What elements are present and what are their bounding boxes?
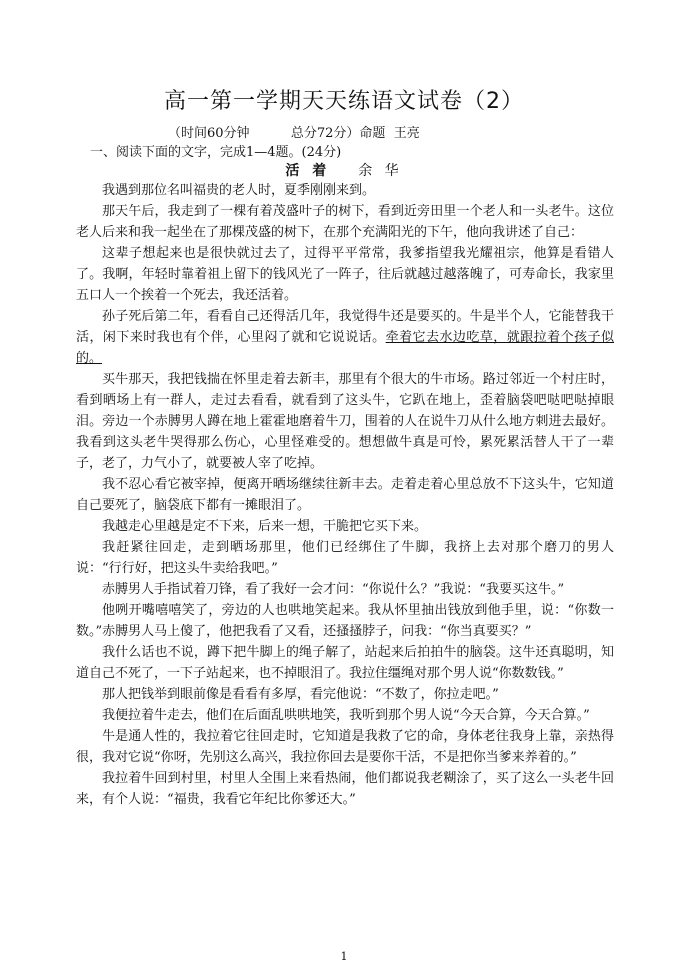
section-heading: 一、阅读下面的文字，完成1—4题。(24分): [90, 145, 342, 160]
page-title: 高一第一学期天天练语文试卷（2）: [164, 89, 524, 114]
paragraph: 那天午后，我走到了一棵有着茂盛叶子的树下，看到近旁田里一个老人和一头老牛。这位老人后来和我一起坐在了那棵茂盛的树下，在那个充满阳光的下午，他向我讲述了自己：: [76, 204, 614, 240]
text-title: 活 着: [285, 163, 331, 179]
paragraph: 我遇到那位名叫福贵的老人时，夏季刚刚来到。: [102, 183, 376, 198]
page-number: 1: [340, 950, 348, 963]
exam-meta: [168, 122, 420, 141]
paragraph: 我不忍心看它被宰掉，便离开晒场继续往新丰去。走着走着心里总放不下这头牛，它知道自己要死了，脑袋底下都有一摊眼泪了。: [76, 477, 614, 513]
paragraph: 我赶紧往回走，走到晒场那里，他们已经绑住了牛脚，我挤上去对那个磨刀的男人说：“行行好，把这头牛卖给我吧。”: [76, 540, 614, 576]
paragraph: 我拉着牛回到村里，村里人全围上来看热闹，他们都说我老糊涂了，买了这么一头老牛回来，有个人说：“福贵，我看它年纪比你爹还大。”: [76, 771, 614, 807]
paragraph: 这辈子想起来也是很快就过去了，过得平平常常，我爹指望我光耀祖宗，他算是看错人了。我啊，年轻时靠着祖上留下的钱风光了一阵子，往后就越过越落魄了，可寿命长，我家里五口人一个挨着一个死去，我还活着。: [76, 246, 614, 303]
paragraph: 买牛那天，我把钱揣在怀里走着去新丰，那里有个很大的牛市场。路过邻近一个村庄时，看到晒场上有一群人，走过去看看，就看到了这头牛，它趴在地上，歪着脑袋吧哒吧哒掉眼泪。旁边一个赤膊男人蹲在地上霍霍地磨着牛刀，围着的人在说牛刀从什么地方刺进去最好。我看到这头老牛哭得那么伤心，心里怪难受的。想想做牛真是可怜，累死累活替人干了一辈子，老了，力气小了，就要被人宰了吃掉。: [76, 372, 614, 471]
text-heading: [0, 160, 688, 180]
passage: [76, 180, 614, 810]
paragraph: 赤膊男人手指试着刀锋，看了我好一会才问：“你说什么？”我说：“我要买这牛。”: [102, 582, 565, 597]
exam-time: （时间60分钟: [168, 126, 250, 141]
exam-author: 王亮: [393, 126, 420, 141]
exam-score: 总分72分）命题: [290, 126, 386, 141]
paragraph: 我便拉着牛走去，他们在后面乱哄哄地笑，我听到那个男人说“今天合算，今天合算。”: [102, 708, 590, 723]
paragraph: 我越走心里越是定不下来，后来一想，干脆把它买下来。: [102, 519, 428, 534]
paragraph: 他咧开嘴嘻嘻笑了，旁边的人也哄地笑起来。我从怀里抽出钱放到他手里，说：“你数一数。”赤膊男人马上傻了，他把我看了又看，还搔搔脖子，问我：“你当真要买？”: [76, 603, 614, 639]
paragraph: [76, 306, 614, 369]
paragraph: 那人把钱举到眼前像是看看有多厚，看完他说：“不数了，你拉走吧。”: [102, 687, 499, 702]
underlined-sentence: 牵着它去水边吃草，就跟拉着个孩子似的。: [76, 330, 614, 366]
paragraph: 我什么话也不说，蹲下把牛脚上的绳子解了，站起来后拍拍牛的脑袋。这牛还真聪明，知道自己不死了，一下子站起来，也不掉眼泪了。我拉住缰绳对那个男人说“你数数钱。”: [76, 645, 614, 681]
text-author: 余 华: [358, 163, 403, 179]
paragraph-text: 孙子死后第二年，看看自己还得活几年，我觉得牛还是要买的。牛是半个人，它能替我干活，闲下来时我也有个伴，心里闷了就和它说说话。: [76, 309, 614, 345]
paragraph: 牛是通人性的，我拉着它往回走时，它知道是我救了它的命，身体老往我身上靠，亲热得很，我对它说“你呀，先别这么高兴，我拉你回去是要你干活，不是把你当爹来养着的。”: [76, 729, 614, 765]
